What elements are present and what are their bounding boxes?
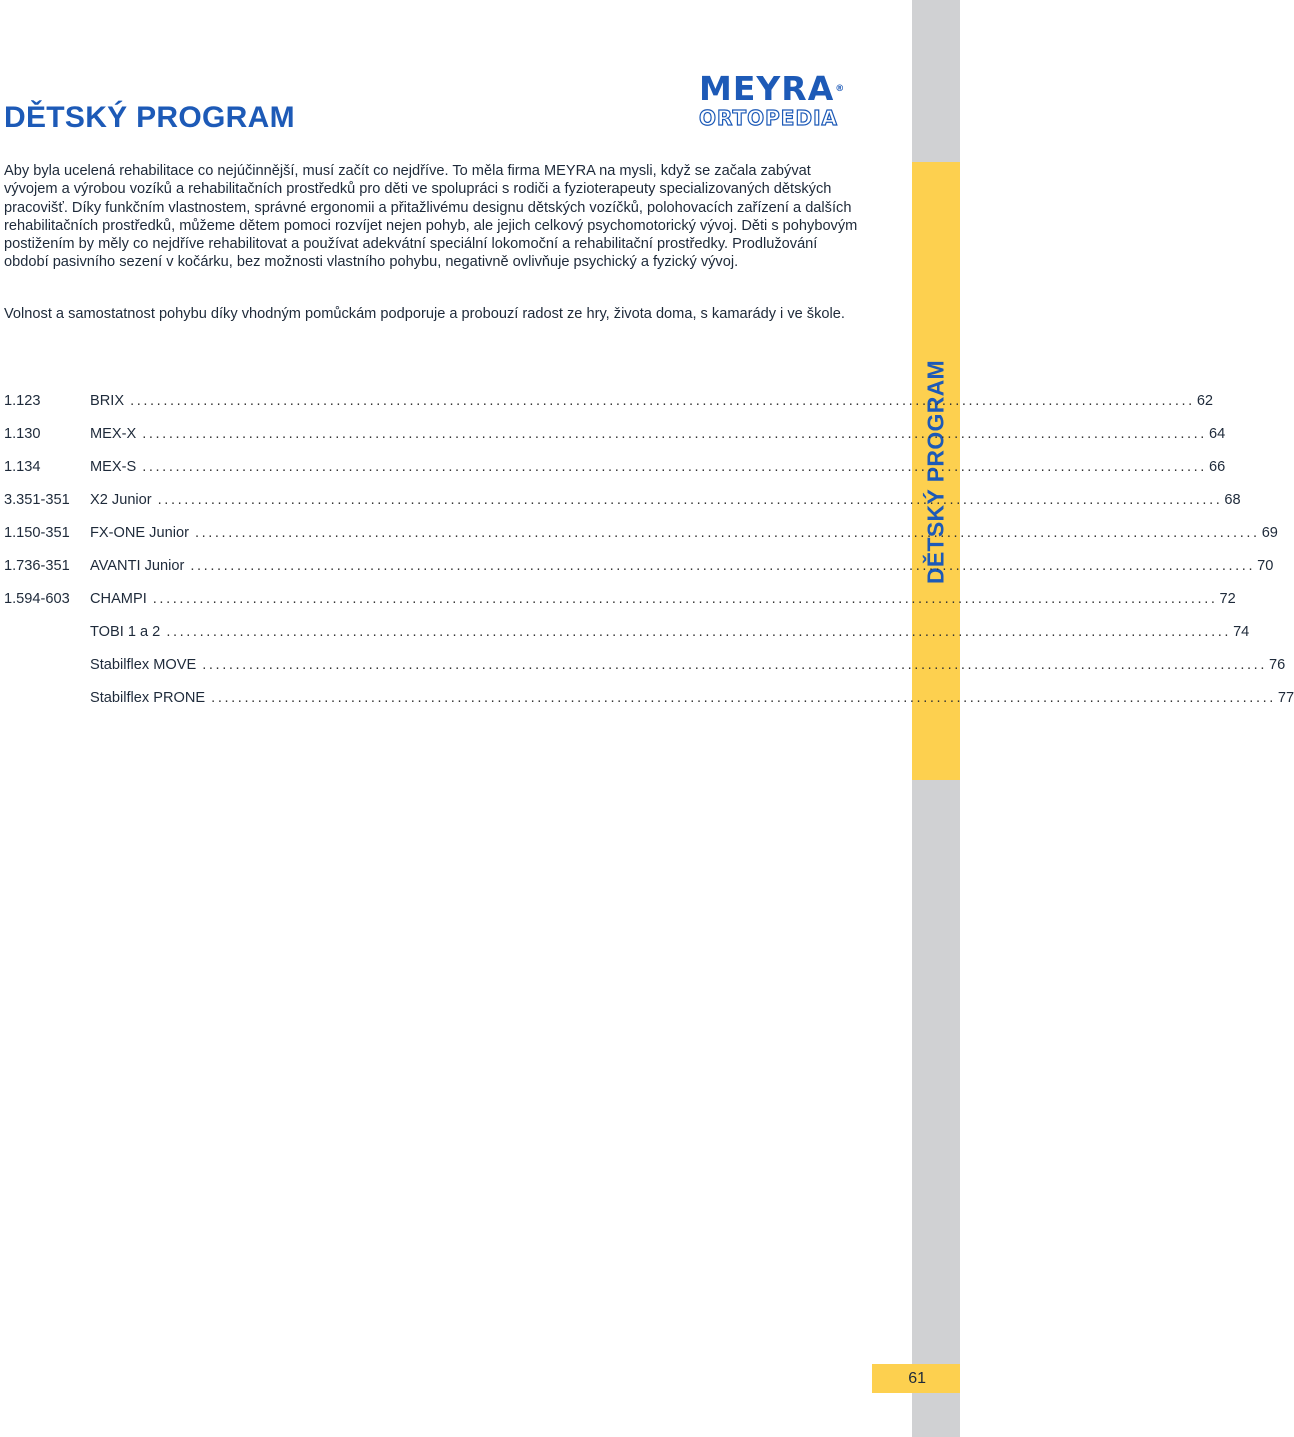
toc-page: 64 bbox=[1208, 426, 1226, 442]
toc-name: Stabilflex PRONE bbox=[90, 690, 206, 706]
logo-registered-mark: ® bbox=[835, 84, 846, 94]
page-number-tab bbox=[872, 1364, 960, 1393]
toc-page: 74 bbox=[1233, 624, 1250, 640]
toc-name: TOBI 1 a 2 bbox=[90, 624, 161, 640]
toc-page: 76 bbox=[1269, 657, 1286, 673]
toc-page: 77 bbox=[1277, 690, 1294, 706]
toc-code: 1.123 bbox=[4, 393, 41, 409]
toc-page: 69 bbox=[1261, 525, 1278, 541]
toc-row[interactable] bbox=[4, 558, 1274, 591]
toc-row[interactable] bbox=[4, 624, 1250, 657]
toc-page: 62 bbox=[1196, 393, 1214, 409]
toc-leader-dots: ................................................................................................................................................................ bbox=[142, 426, 1207, 442]
toc-row[interactable] bbox=[4, 426, 1226, 459]
secondary-paragraph: Volnost a samostatnost pohybu díky vhodným pomůckám podporuje a probouzí radost ze hry, života doma, s kamarády i ve škole. bbox=[4, 306, 845, 322]
toc-row[interactable] bbox=[4, 657, 1286, 690]
page-number: 61 bbox=[908, 1369, 926, 1387]
toc-name: MEX-X bbox=[90, 426, 137, 442]
toc-name: X2 Junior bbox=[90, 492, 152, 508]
intro-paragraph: Aby byla ucelená rehabilitace co nejúčinnější, musí začít co nejdříve. To měla firma MEYRA na mysli, když se začala zabývat vývojem a výrobou vozíků a rehabilitačních prostředků pro děti ve spolupráci s rodiči a fyzioterapeuty specializovaných dětských pracovišť. Díky funkčním vlastnostem, správné ergonomii a přitažlivému designu dětských vozíčků, polohovacích zařízení a dalších rehabilitačních prostředků, můžeme dětem pomoci rozvíjet nejen pohyb, ale jejich celkový psychomotorický vývoj. Děti s pohybovým postižením by měly co nejdříve rehabilitovat a používat adekvátní speciální lokomoční a rehabilitační prostředky. Prodlužování období pasivního sezení v kočárku, bez možnosti vlastního pohybu, negativně ovlivňuje psychický a fyzický vývoj. bbox=[4, 163, 858, 271]
toc-name: BRIX bbox=[90, 393, 125, 409]
logo-subtitle: ORTOPEDIA bbox=[699, 106, 838, 130]
side-section-label: DĚTSKÝ PROGRAM bbox=[922, 360, 949, 584]
toc-page: 68 bbox=[1224, 492, 1241, 508]
toc-row[interactable] bbox=[4, 525, 1278, 558]
toc-row[interactable] bbox=[4, 690, 1294, 723]
toc-leader-dots: ................................................................................................................................................................ bbox=[202, 657, 1267, 673]
toc-row[interactable] bbox=[4, 591, 1236, 624]
logo-brand: MEYRA bbox=[699, 69, 835, 108]
toc-name: CHAMPI bbox=[90, 591, 147, 607]
toc-name: Stabilflex MOVE bbox=[90, 657, 197, 673]
toc-leader-dots: ................................................................................................................................................................ bbox=[190, 558, 1256, 574]
toc-code: 1.150-351 bbox=[4, 525, 70, 541]
toc-name: MEX-S bbox=[90, 459, 137, 475]
toc-row[interactable] bbox=[4, 492, 1241, 525]
toc-name: FX-ONE Junior bbox=[90, 525, 189, 541]
toc-name: AVANTI Junior bbox=[90, 558, 185, 574]
toc-leader-dots: ................................................................................................................................................................ bbox=[152, 591, 1218, 607]
toc-leader-dots: ................................................................................................................................................................ bbox=[211, 690, 1276, 706]
toc-page: 70 bbox=[1257, 558, 1274, 574]
toc-row[interactable] bbox=[4, 393, 1214, 426]
toc-leader-dots: ................................................................................................................................................................ bbox=[194, 525, 1260, 541]
page-title: DĚTSKÝ PROGRAM bbox=[4, 101, 295, 134]
toc-leader-dots: ................................................................................................................................................................ bbox=[166, 624, 1232, 640]
toc-code: 1.134 bbox=[4, 459, 41, 475]
toc-code: 1.130 bbox=[4, 426, 41, 442]
toc-leader-dots: ................................................................................................................................................................ bbox=[130, 393, 1195, 409]
toc-code: 3.351-351 bbox=[4, 492, 70, 508]
toc-leader-dots: ................................................................................................................................................................ bbox=[157, 492, 1223, 508]
toc-code: 1.736-351 bbox=[4, 558, 70, 574]
toc-page: 72 bbox=[1219, 591, 1236, 607]
toc-page: 66 bbox=[1208, 459, 1226, 475]
meyra-logo bbox=[699, 69, 861, 130]
toc-leader-dots: ................................................................................................................................................................ bbox=[142, 459, 1207, 475]
toc-row[interactable] bbox=[4, 459, 1226, 492]
toc-code: 1.594-603 bbox=[4, 591, 70, 607]
